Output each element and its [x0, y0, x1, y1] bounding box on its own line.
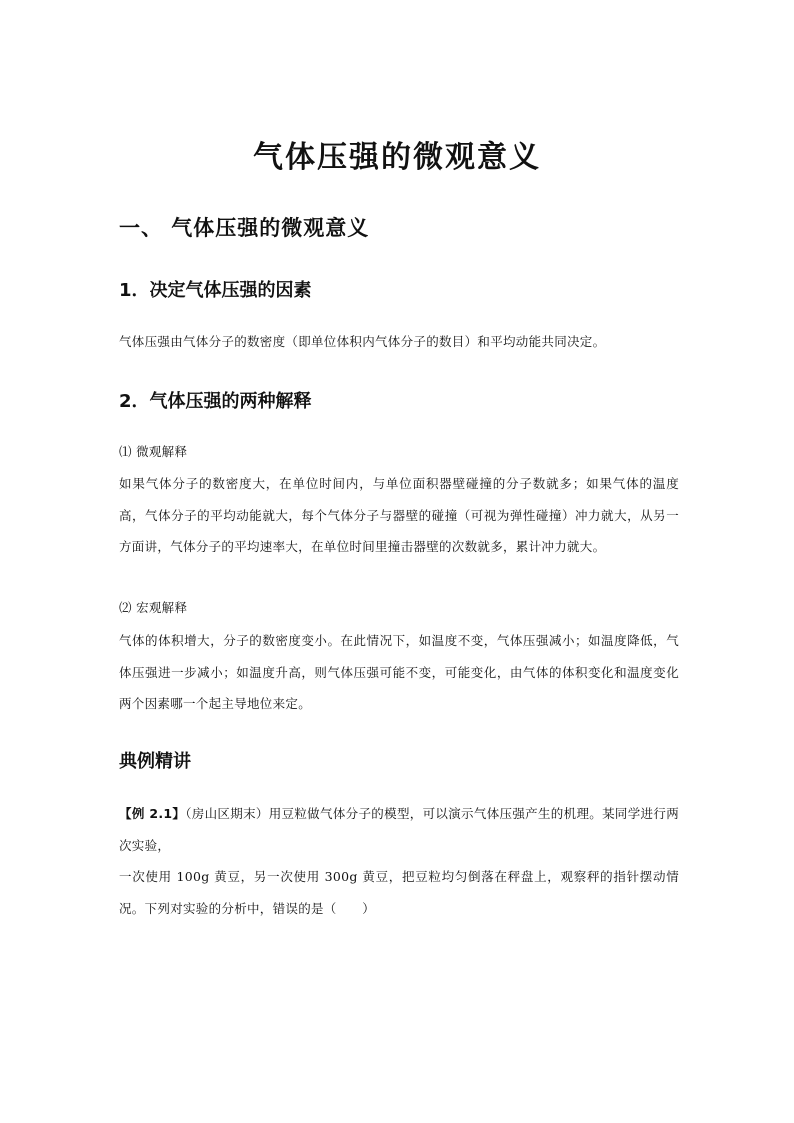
examples-heading: 典例精讲	[119, 751, 191, 772]
macro-explanation-label: ⑵ 宏观解释	[119, 600, 188, 615]
section-heading: 一、 气体压强的微观意义	[119, 216, 370, 240]
example-text-1: （房山区期末）用豆粒做气体分子的模型，可以演示气体压强产生的机理。某同学进行两次实验，	[119, 806, 679, 853]
subsection-heading-1: 1．决定气体压强的因素	[119, 280, 312, 301]
macro-explanation-text: 气体的体积增大，分子的数密度变小。在此情况下，如温度不变，气体压强减小；如温度降低，气体压强进一步减小；如温度升高，则气体压强可能不变，可能变化，由气体的体积变化和温度变化两个因素哪一个起主导地位来定。	[119, 633, 679, 711]
paragraph-determining-factors: 气体压强由气体分子的数密度（即单位体积内气体分子的数目）和平均动能共同决定。	[119, 334, 606, 349]
example-text-2: 一次使用 100g 黄豆，另一次使用 300g 黄豆，把豆粒均匀倒落在秤盘上，观察秤的指针摆动情况。下列对实验的分析中，错误的是（ ）	[119, 869, 679, 916]
micro-explanation-label: ⑴ 微观解释	[119, 444, 188, 459]
micro-explanation-text: 如果气体分子的数密度大，在单位时间内，与单位面积器壁碰撞的分子数就多；如果气体的温度高，气体分子的平均动能就大，每个气体分子与器壁的碰撞（可视为弹性碰撞）冲力就大，从另一方面讲，气体分子的平均速率大，在单位时间里撞击器壁的次数就多，累计冲力就大。	[119, 476, 679, 554]
example-tag: 【例 2.1】	[119, 806, 186, 821]
subsection-heading-2: 2．气体压强的两种解释	[119, 391, 312, 412]
page-title: 气体压强的微观意义	[253, 140, 541, 175]
example-paragraph-1	[119, 798, 679, 861]
